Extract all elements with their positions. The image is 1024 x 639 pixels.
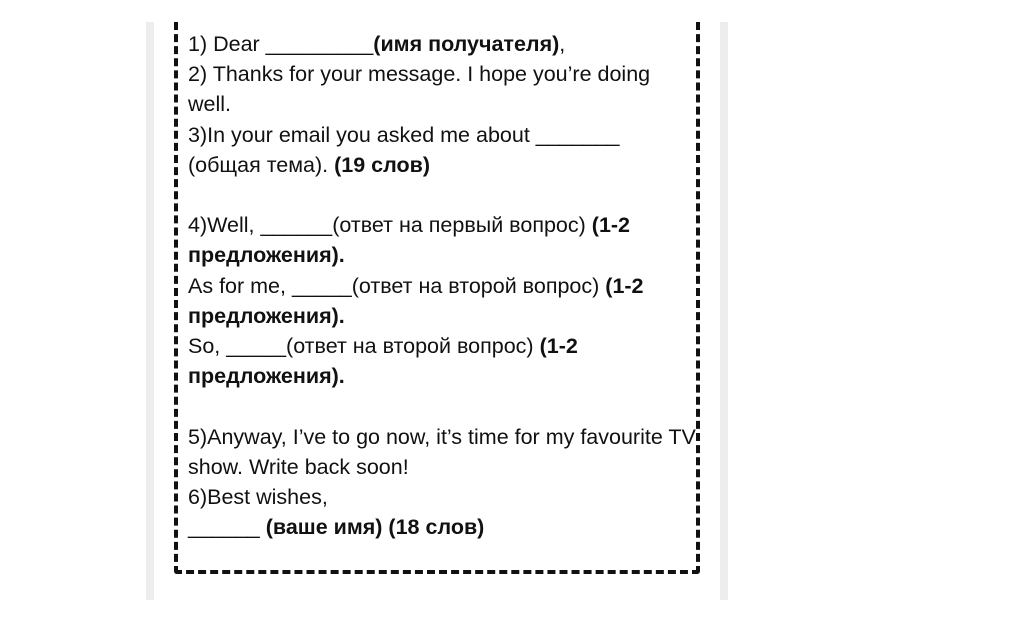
line-thanks: 2) Thanks for your message. I hope you’re doing well. xyxy=(188,62,651,117)
answer-1-text: 4)Well, ______(ответ на первый вопрос) xyxy=(188,213,586,238)
paragraph-gap xyxy=(188,180,696,210)
greeting-text: 1) Dear _________ xyxy=(188,32,374,56)
line-answer-2 xyxy=(188,271,696,331)
answer-1-length: (1-2 предложения). xyxy=(188,213,631,268)
signature-blank: ______ xyxy=(188,515,260,540)
line-signature xyxy=(188,512,696,542)
line-closing: 5)Anyway, I’ve to go now, it’s time for my favourite TV show. Write back soon! xyxy=(188,424,696,479)
signature-hint: (ваше имя) (18 слов) xyxy=(265,515,485,540)
line-sign-off: 6)Best wishes, xyxy=(188,485,328,510)
topic-word-count: (19 слов) xyxy=(334,152,431,177)
paragraph-gap xyxy=(188,391,696,421)
answer-2-text: As for me, _____(ответ на второй вопрос) xyxy=(188,273,600,298)
letter-template xyxy=(188,29,696,542)
topic-text: 3)In your email you asked me about _______ (общая тема). xyxy=(188,122,620,177)
recipient-hint: (имя получателя) xyxy=(373,32,560,56)
answer-2-length: (1-2 предложения). xyxy=(188,273,644,328)
answer-3-length: (1-2 предложения). xyxy=(188,334,578,389)
line-answer-1 xyxy=(188,210,696,270)
greeting-comma: , xyxy=(559,32,566,56)
line-answer-3 xyxy=(188,331,696,391)
answer-3-text: So, _____(ответ на второй вопрос) xyxy=(188,334,534,359)
line-greeting xyxy=(188,29,696,59)
line-topic xyxy=(188,120,696,180)
